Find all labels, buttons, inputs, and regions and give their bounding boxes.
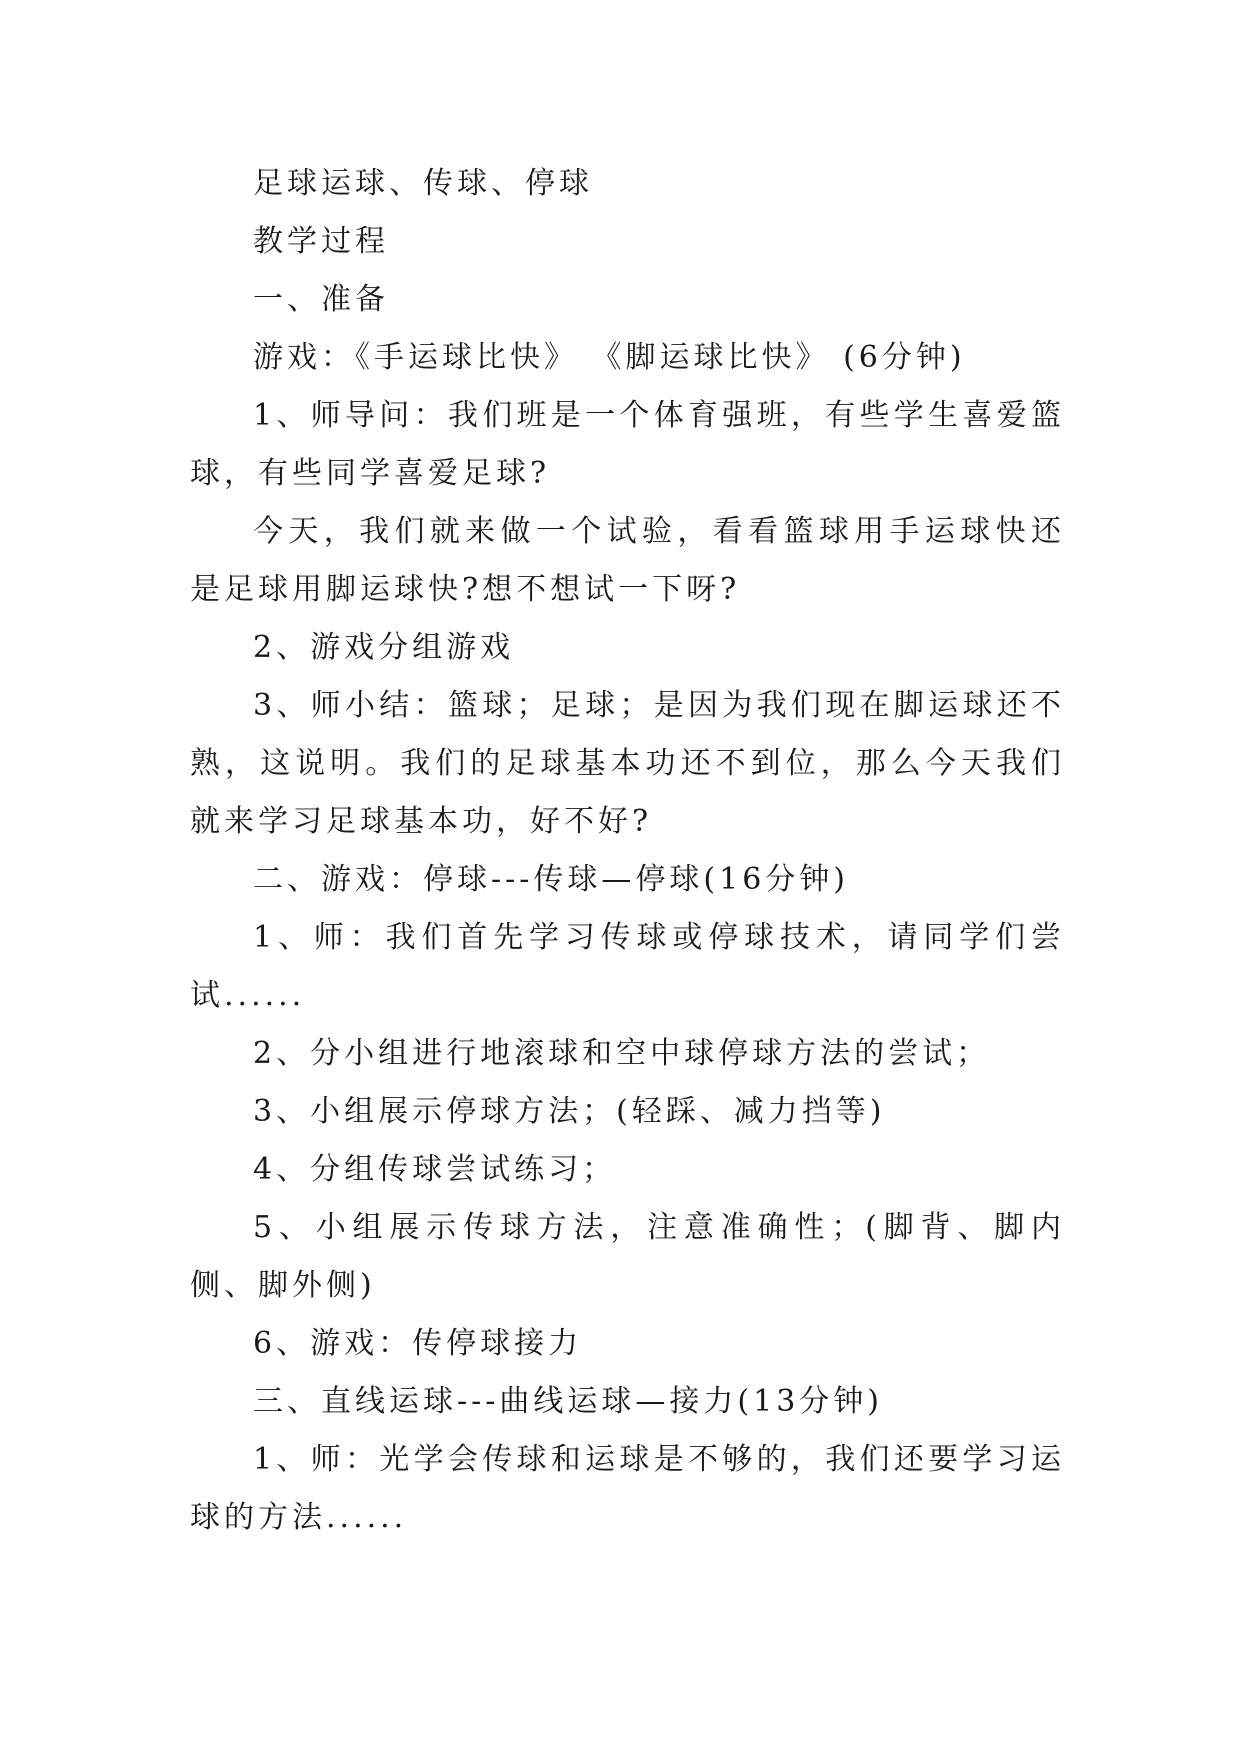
paragraph-group-trial: 2、分小组进行地滚球和空中球停球方法的尝试； [253, 1036, 991, 1071]
section-heading-process: 教学过程 [253, 224, 389, 259]
paragraph-show-stop: 3、小组展示停球方法；(轻踩、减力挡等) [253, 1094, 886, 1129]
paragraph-pass-practice: 4、分组传球尝试练习； [253, 1152, 617, 1187]
paragraph-teacher-technique: 1、师：我们首先学习传球或停球技术，请同学们尝试...... [190, 920, 1065, 1013]
paragraph-teacher-question: 1、师导问：我们班是一个体育强班，有些学生喜爱篮球，有些同学喜爱足球? [190, 398, 1065, 491]
lesson-title: 足球运球、传球、停球 [253, 166, 593, 201]
paragraph-relay-game: 6、游戏：传停球接力 [253, 1326, 583, 1361]
section-heading-stop-pass: 二、游戏：停球---传球—停球(16分钟) [253, 862, 849, 897]
paragraph-experiment: 今天，我们就来做一个试验，看看篮球用手运球快还是足球用脚运球快?想不想试一下呀? [190, 514, 1065, 607]
section-heading-prepare: 一、准备 [253, 282, 389, 317]
paragraph-group-game: 2、游戏分组游戏 [253, 630, 515, 665]
paragraph-show-pass: 5、小组展示传球方法，注意准确性；(脚背、脚内侧、脚外侧) [190, 1210, 1065, 1303]
paragraph-teacher-summary: 3、师小结：篮球；足球；是因为我们现在脚运球还不熟，这说明。我们的足球基本功还不到位，那么今天我们就来学习足球基本功，好不好? [190, 688, 1065, 839]
paragraph-game-intro: 游戏：《手运球比快》 《脚运球比快》 (6分钟) [253, 340, 966, 375]
document-body [190, 155, 1065, 1547]
section-heading-dribble: 三、直线运球---曲线运球—接力(13分钟) [253, 1384, 883, 1419]
paragraph-teacher-dribble: 1、师：光学会传球和运球是不够的，我们还要学习运球的方法...... [190, 1442, 1065, 1535]
